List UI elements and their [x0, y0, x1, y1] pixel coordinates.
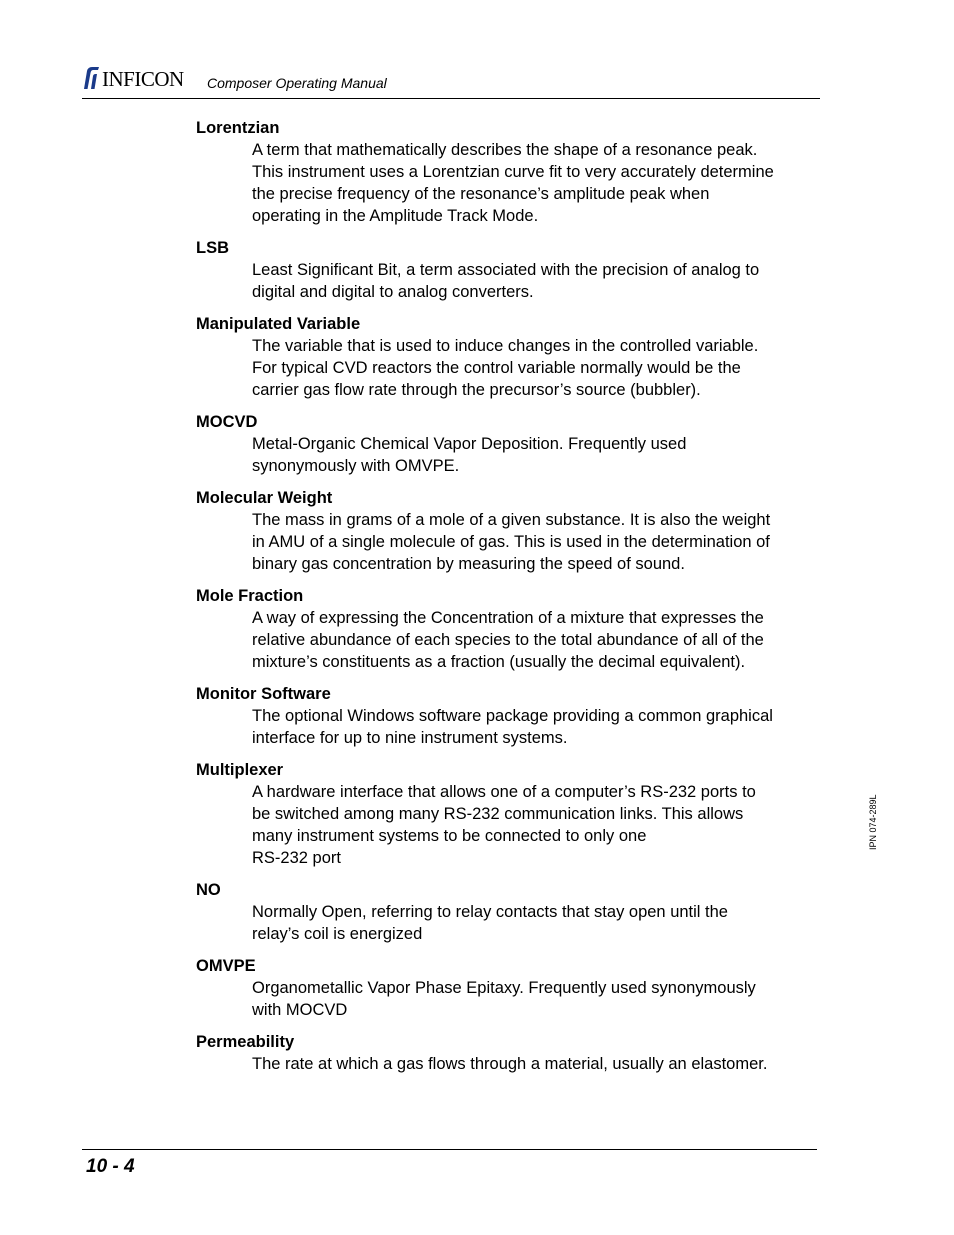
glossary-definition: The rate at which a gas flows through a material, usually an elastomer. — [252, 1055, 768, 1073]
glossary-term: Monitor Software — [196, 685, 331, 703]
glossary-entry — [196, 1031, 826, 1075]
glossary-definition: Normally Open, referring to relay contacts that stay open until the relay’s coil is energized — [252, 903, 728, 943]
glossary-definition: A term that mathematically describes the shape of a resonance peak. This instrument uses a Lorentzian curve fit to very accurately determine the precise frequency of the resonance’s amplitude peak when operating in the Amplitude Track Mode. — [252, 141, 774, 225]
glossary-term: Multiplexer — [196, 761, 284, 779]
glossary-entry — [196, 237, 826, 303]
glossary-term: NO — [196, 881, 221, 899]
glossary-entry — [196, 879, 826, 945]
page-header — [82, 60, 820, 100]
glossary-term: Manipulated Variable — [196, 315, 361, 333]
glossary-term: MOCVD — [196, 413, 258, 431]
glossary-term: Mole Fraction — [196, 587, 304, 605]
header-divider — [82, 98, 820, 99]
footer-divider — [82, 1149, 817, 1150]
glossary-definition: The mass in grams of a mole of a given substance. It is also the weight in AMU of a single molecule of gas. This is used in the determination of binary gas concentration by measuring the speed of sound. — [252, 511, 771, 573]
inficon-logo — [82, 62, 184, 90]
glossary-definition: A way of expressing the Concentration of a mixture that expresses the relative abundance of each species to the total abundance of all of the mixture’s constituents as a fraction (usually the decimal equivalent). — [252, 609, 764, 671]
glossary-entry — [196, 759, 826, 869]
glossary-definition: Least Significant Bit, a term associated with the precision of analog to digital and digital to analog converters. — [252, 261, 760, 301]
glossary-term: Molecular Weight — [196, 489, 333, 507]
glossary-definition: A hardware interface that allows one of a computer’s RS-232 ports to be switched among many RS-232 communication links. This allows many instrument systems to be connected to only one RS-232 port — [252, 783, 756, 867]
glossary-entry — [196, 411, 826, 477]
glossary-entry — [196, 117, 826, 227]
manual-title: Composer Operating Manual — [207, 75, 387, 91]
glossary-list — [196, 117, 826, 1085]
ipn-side-note: IPN 074-289L — [868, 794, 878, 850]
glossary-definition: The variable that is used to induce changes in the controlled variable. For typical CVD reactors the control variable normally would be the carrier gas flow rate through the precursor’s source (bubbler). — [252, 337, 759, 399]
glossary-entry — [196, 313, 826, 401]
glossary-term: Permeability — [196, 1033, 295, 1051]
glossary-definition: Organometallic Vapor Phase Epitaxy. Frequently used synonymously with MOCVD — [252, 979, 756, 1019]
inficon-logo-icon — [82, 66, 100, 90]
glossary-entry — [196, 585, 826, 673]
glossary-term: LSB — [196, 239, 229, 257]
glossary-term: OMVPE — [196, 957, 256, 975]
glossary-term: Lorentzian — [196, 119, 280, 137]
glossary-definition: Metal-Organic Chemical Vapor Deposition. Frequently used synonymously with OMVPE. — [252, 435, 687, 475]
logo-text: INFICON — [102, 67, 184, 91]
glossary-entry — [196, 955, 826, 1021]
glossary-entry — [196, 487, 826, 575]
glossary-entry — [196, 683, 826, 749]
page-number: 10 - 4 — [86, 1156, 135, 1177]
glossary-definition: The optional Windows software package providing a common graphical interface for up to nine instrument systems. — [252, 707, 773, 747]
